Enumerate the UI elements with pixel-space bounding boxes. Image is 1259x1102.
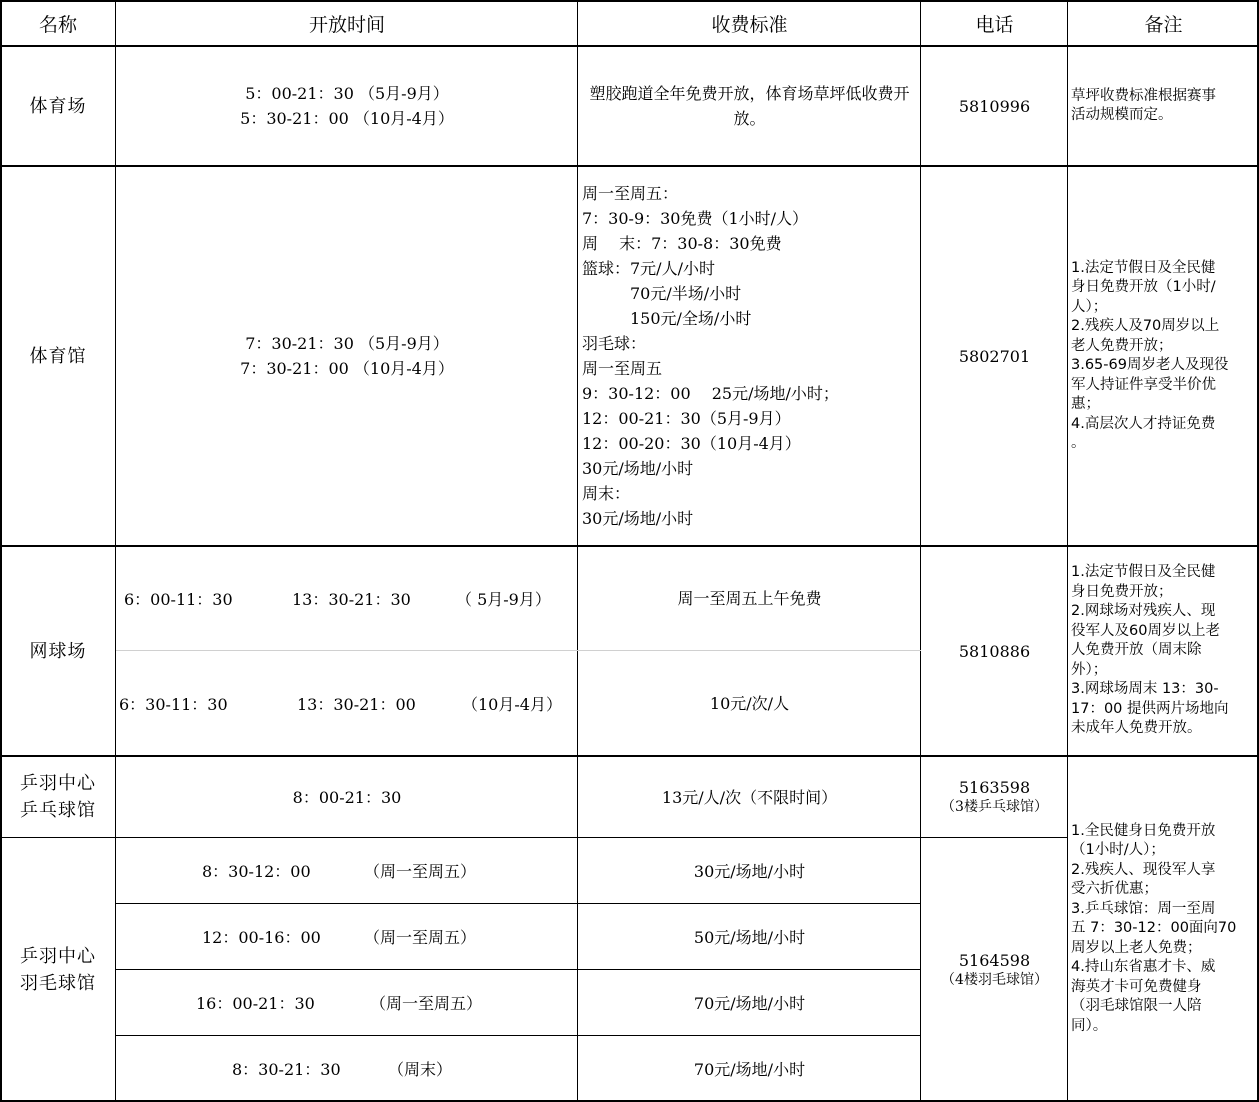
note-line: 外）； (1071, 661, 1108, 678)
badminton-phone (921, 838, 1068, 1102)
gym-notes (1068, 166, 1259, 546)
header-fee: 收费标准 (711, 13, 788, 36)
badminton-fee: 30元/场地/小时 (693, 861, 806, 881)
note-line: 役军人及60周岁以上老 (1071, 622, 1220, 639)
note-line: 受六折优惠； (1071, 881, 1158, 898)
note-line: 人）； (1071, 298, 1108, 315)
gym-hours-summer: 7：30-21：30 （5月-9月） (245, 334, 449, 353)
note-line: 海英才卡可免费健身 (1071, 978, 1202, 995)
note-line: 人免费开放（周末除 (1071, 642, 1202, 659)
note-line: （1小时/人）； (1071, 842, 1165, 859)
note-line: （羽毛球馆限一人陪 (1071, 998, 1202, 1015)
note-line: 4.高层次人才持证免费 (1071, 415, 1216, 432)
pingpong-name (0, 756, 116, 838)
note-line: 未成年人免费开放。 (1071, 720, 1202, 737)
fee-line: 周一至周五 (582, 359, 663, 378)
row-divider (0, 755, 1259, 757)
note-line: 2.网球场对残疾人、现 (1071, 603, 1216, 620)
badminton-time: 16：00-21：30 (196, 994, 315, 1013)
row-divider (0, 45, 1259, 47)
fee-line: 羽毛球： (582, 334, 647, 353)
note-line: 身日免费开放（1小时/ (1071, 279, 1216, 295)
note-line: 2.残疾人及70周岁以上 (1071, 318, 1220, 334)
fee-line: 7：30-9：30免费（1小时/人） (582, 209, 809, 228)
badminton-period: （周一至周五） (364, 862, 477, 881)
note-line: 老人免费开放； (1071, 337, 1173, 354)
note-line: 。 (1071, 435, 1086, 451)
pingpong-phone-number: 5163598 (958, 777, 1031, 797)
note-line: 1.法定节假日及全民健 (1071, 259, 1216, 276)
tennis-fee-per-visit: 10元/次/人 (709, 694, 790, 713)
header-hours: 开放时间 (308, 13, 385, 36)
badminton-name-line2: 羽毛球馆 (20, 973, 96, 994)
note-line: 草坪收费标准根据赛事 (1071, 87, 1216, 104)
fee-line: 周一至周五： (582, 184, 679, 203)
fee-line: 150元/全场/小时 (582, 309, 752, 328)
badminton-time-row (116, 1036, 578, 1102)
gym-name: 体育馆 (29, 345, 87, 367)
tennis-afternoon: 13：30-21：00 (297, 695, 416, 714)
note-line: 3.乒乓球馆：周一至周 (1071, 900, 1216, 917)
tennis-phone: 5810886 (958, 641, 1031, 661)
note-line: 2.残疾人、现役军人享 (1071, 861, 1216, 878)
badminton-period: （周一至周五） (370, 994, 483, 1013)
fee-line: 30元/场地/小时 (582, 459, 694, 478)
center-notes (1068, 756, 1259, 1102)
pingpong-name-line2: 乒乓球馆 (20, 800, 96, 821)
stadium-hours-summer: 5：00-21：30 （5月-9月） (245, 84, 449, 103)
stadium-phone: 5810996 (958, 96, 1031, 116)
pingpong-name-line1: 乒羽中心 (20, 773, 96, 794)
badminton-phone-number: 5164598 (958, 950, 1031, 970)
fee-line: 周末： (582, 484, 631, 503)
note-line: 军人持证件享受半价优 (1071, 376, 1216, 393)
pingpong-hours: 8：00-21：30 (292, 787, 402, 807)
stadium-hours (116, 46, 578, 166)
gym-fee (578, 166, 921, 546)
badminton-name (0, 838, 116, 1102)
row-divider (116, 969, 921, 970)
table-border (0, 0, 1259, 2)
badminton-time-row (116, 904, 578, 970)
fee-line: 篮球：7元/人/小时 (582, 259, 715, 278)
tennis-hours-winter (116, 651, 578, 756)
gym-phone: 5802701 (958, 346, 1031, 366)
pingpong-phone-location: （3楼乒乓球馆） (941, 798, 1048, 815)
note-line: 周岁以上老人免费； (1071, 939, 1202, 956)
gym-hours-winter: 7：30-21：00 （10月-4月） (240, 359, 454, 378)
badminton-phone-location: （4楼羽毛球馆） (941, 971, 1048, 988)
note-line: 五 7：30-12：00面向70 (1071, 920, 1237, 937)
fee-line: 12：00-21：30（5月-9月） (582, 409, 791, 428)
badminton-time: 8：30-21：30 (232, 1060, 341, 1079)
note-line: 4.持山东省惠才卡、威 (1071, 959, 1216, 976)
fee-line: 70元/半场/小时 (582, 284, 742, 303)
tennis-notes (1068, 546, 1259, 756)
header-notes: 备注 (1144, 13, 1183, 36)
badminton-fee: 70元/场地/小时 (693, 1059, 806, 1079)
badminton-fee: 50元/场地/小时 (693, 927, 806, 947)
badminton-time-row (116, 838, 578, 904)
tennis-hours-summer (116, 546, 578, 651)
badminton-time: 12：00-16：00 (202, 928, 321, 947)
gym-hours (116, 166, 578, 546)
tennis-afternoon: 13：30-21：30 (292, 590, 411, 609)
tennis-name: 网球场 (29, 640, 87, 662)
tennis-season: （ 5月-9月） (456, 590, 551, 609)
note-line: 活动规模而定。 (1071, 107, 1173, 123)
row-divider-light (116, 650, 921, 651)
stadium-name: 体育场 (29, 95, 87, 117)
stadium-hours-winter: 5：30-21：00 （10月-4月） (240, 109, 454, 128)
fee-line: 12：00-20：30（10月-4月） (582, 434, 801, 453)
note-line: 同）。 (1071, 1017, 1108, 1034)
note-line: 3.网球场周末 13：30- (1071, 681, 1219, 698)
badminton-time-row (116, 970, 578, 1036)
note-line: 1.全民健身日免费开放 (1071, 822, 1216, 839)
header-phone: 电话 (975, 13, 1014, 36)
badminton-period: （周一至周五） (364, 928, 477, 947)
badminton-fee: 70元/场地/小时 (693, 993, 806, 1013)
fee-line: 30元/场地/小时 (582, 509, 694, 528)
fee-line: 9：30-12：00 25元/场地/小时； (582, 384, 839, 403)
badminton-name-line1: 乒羽中心 (20, 946, 96, 967)
badminton-period: （周末） (388, 1060, 453, 1079)
row-divider (0, 545, 1259, 547)
fee-line: 周 末：7：30-8：30免费 (582, 234, 782, 253)
note-line: 身日免费开放； (1071, 583, 1173, 600)
tennis-season: （10月-4月） (462, 695, 562, 714)
tennis-fee-weekday: 周一至周五上午免费 (677, 589, 822, 608)
row-divider (0, 837, 1068, 838)
stadium-notes (1068, 46, 1259, 166)
tennis-morning: 6：00-11：30 (124, 590, 233, 609)
pingpong-phone (921, 756, 1068, 838)
note-line: 17：00 提供两片场地向 (1071, 700, 1229, 717)
pingpong-fee: 13元/人/次（不限时间） (661, 787, 838, 807)
badminton-time: 8：30-12：00 (202, 862, 311, 881)
row-divider (116, 903, 921, 904)
note-line: 3.65-69周岁老人及现役 (1071, 357, 1229, 373)
note-line: 1.法定节假日及全民健 (1071, 564, 1216, 581)
note-line: 惠； (1071, 396, 1100, 412)
header-name: 名称 (38, 13, 77, 36)
stadium-fee: 塑胶跑道全年免费开放，体育场草坪低收费开放。 (589, 84, 910, 128)
tennis-morning: 6：30-11：30 (119, 695, 228, 714)
row-divider (116, 1035, 921, 1036)
row-divider (0, 165, 1259, 167)
